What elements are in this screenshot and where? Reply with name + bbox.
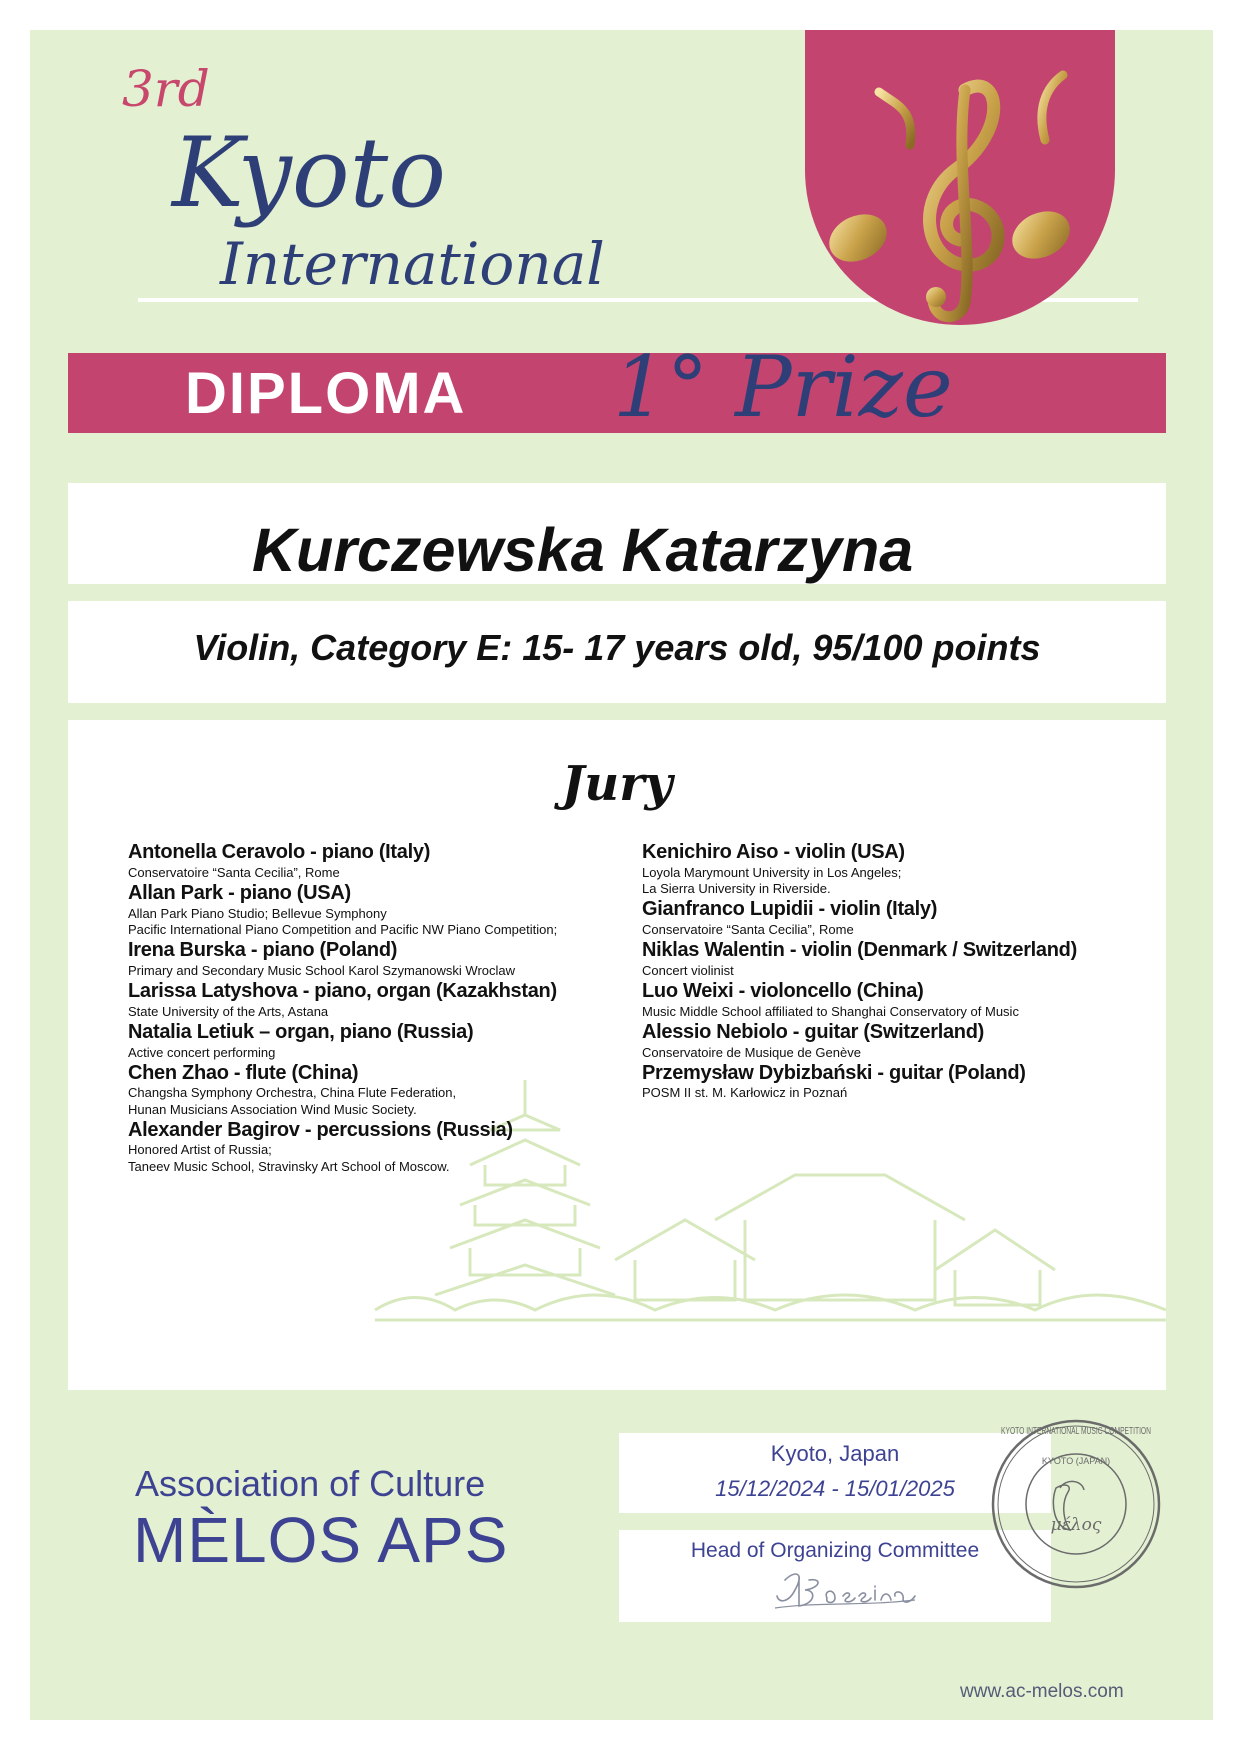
music-notes-icon: [805, 30, 1115, 325]
organizer-name-line2: MÈLOS APS: [133, 1504, 509, 1576]
music-emblem-shield: [805, 30, 1115, 325]
signature-icon: [765, 1560, 925, 1620]
website-link[interactable]: www.ac-melos.com: [960, 1681, 1124, 1702]
jury-member-affiliation: Active concert performing: [128, 1044, 276, 1060]
jury-member-affiliation: Primary and Secondary Music School Karol Szymanowski Wroclaw: [128, 962, 516, 978]
jury-member-affiliation: Music Middle School affiliated to Shanghai Conservatory of Music: [642, 1003, 1019, 1019]
jury-member: [642, 938, 1142, 979]
competition-ordinal: 3rd: [122, 60, 210, 118]
jury-member-affiliation: Taneev Music School, Stravinsky Art School of Moscow.: [128, 1158, 450, 1174]
competition-name-international: International: [220, 230, 605, 298]
jury-member: [128, 881, 598, 938]
jury-member-affiliation: State University of the Arts, Astana: [128, 1003, 329, 1019]
jury-member-name: Kenichiro Aiso - violin (USA): [642, 841, 905, 863]
jury-member-affiliation: Honored Artist of Russia;: [128, 1142, 272, 1158]
jury-member: [128, 1061, 598, 1118]
jury-member-affiliation: Changsha Symphony Orchestra, China Flute Federation,: [128, 1085, 457, 1101]
jury-member-affiliation: POSM II st. M. Karłowicz in Poznań: [642, 1085, 848, 1101]
jury-member: [642, 979, 1142, 1020]
jury-member-affiliation: Conservatoire “Santa Cecilia”, Rome: [128, 864, 340, 880]
jury-member-name: Antonella Ceravolo - piano (Italy): [128, 841, 431, 863]
winner-category: Violin, Category E: 15- 17 years old, 95/100 points: [193, 627, 1041, 668]
jury-member: [642, 1061, 1142, 1102]
stamp-ring-text: KYOTO INTERNATIONAL MUSIC COMPETITION: [1001, 1426, 1151, 1437]
jury-member-name: Larissa Latyshova - piano, organ (Kazakhstan): [128, 979, 557, 1002]
diploma-title: DIPLOMA: [185, 361, 467, 426]
jury-member-name: Chen Zhao - flute (China): [128, 1061, 359, 1084]
jury-title: Jury: [561, 756, 673, 812]
jury-member-affiliation: La Sierra University in Riverside.: [642, 880, 831, 896]
jury-member-name: Natalia Letiuk – organ, piano (Russia): [128, 1020, 474, 1043]
jury-member-affiliation: Loyola Marymount University in Los Angeles;: [642, 864, 902, 880]
stamp-inner-text: KYOTO (JAPAN): [1041, 1456, 1111, 1466]
prize-label: 1° Prize: [613, 338, 953, 436]
jury-member-affiliation: Conservatoire “Santa Cecilia”, Rome: [642, 921, 854, 937]
jury-member-affiliation: Hunan Musicians Association Wind Music Society.: [128, 1101, 417, 1117]
jury-member: [128, 1118, 598, 1175]
jury-member-name: Alessio Nebiolo - guitar (Switzerland): [642, 1020, 984, 1043]
jury-member-name: Irena Burska - piano (Poland): [128, 938, 398, 961]
jury-member-name: Niklas Walentin - violin (Denmark / Switzerland): [642, 938, 1077, 961]
jury-member-name: Allan Park - piano (USA): [128, 881, 351, 904]
jury-list-right: [642, 840, 1142, 1102]
eighth-note-right-icon: [1005, 75, 1078, 268]
jury-member: [642, 897, 1142, 938]
stamp-logo-text: μέλος: [1050, 1515, 1102, 1535]
jury-member: [128, 840, 598, 881]
jury-member-affiliation: Concert violinist: [642, 962, 734, 978]
jury-member: [642, 840, 1142, 897]
jury-member-name: Przemysław Dybizbański - guitar (Poland): [642, 1061, 1026, 1084]
treble-clef-icon: [926, 86, 998, 317]
jury-member-name: Gianfranco Lupidii - violin (Italy): [642, 898, 938, 921]
organizer-name-line1: Association of Culture: [135, 1463, 486, 1504]
event-place: Kyoto, Japan: [770, 1441, 900, 1466]
jury-member: [642, 1020, 1142, 1061]
competition-stamp: [990, 1418, 1162, 1590]
committee-head-label: Head of Organizing Committee: [690, 1539, 980, 1562]
jury-member: [128, 979, 598, 1020]
diploma-sheet: [30, 30, 1213, 1720]
jury-member-affiliation: Pacific International Piano Competition and Pacific NW Piano Competition;: [128, 921, 558, 937]
jury-member-name: Alexander Bagirov - percussions (Russia): [128, 1118, 513, 1141]
jury-list-left: [128, 840, 598, 1175]
event-dates: 15/12/2024 - 15/01/2025: [715, 1476, 955, 1501]
jury-member: [128, 938, 598, 979]
jury-member-name: Luo Weixi - violoncello (China): [642, 979, 924, 1002]
competition-name-kyoto: Kyoto: [172, 117, 446, 229]
jury-member-affiliation: Conservatoire de Musique de Genève: [642, 1044, 861, 1060]
winner-name: Kurczewska Katarzyna: [252, 516, 914, 584]
jury-member: [128, 1020, 598, 1061]
eighth-note-left-icon: [822, 92, 911, 271]
jury-member-affiliation: Allan Park Piano Studio; Bellevue Symphony: [128, 905, 387, 921]
